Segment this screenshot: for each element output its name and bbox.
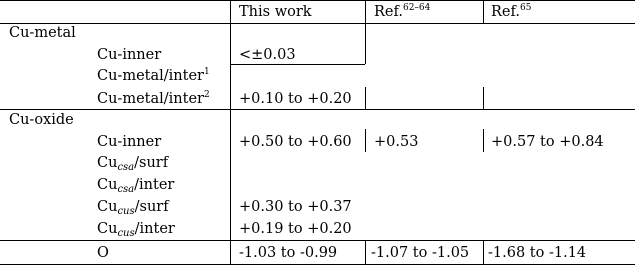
row-this-work: +0.10 to +0.20	[239, 91, 352, 107]
col-line-3e	[483, 240, 484, 265]
row-site: Cu-metal/inter$^2$	[97, 90, 210, 107]
col-line-2e	[365, 240, 366, 265]
row-this-work: +0.19 to +0.20	[239, 221, 352, 237]
row-site: O	[97, 245, 109, 261]
row-site: $Cu_{csa}$/surf	[97, 155, 169, 173]
rule-bottom	[0, 264, 635, 265]
col-line-2d	[365, 129, 366, 152]
col-line-3c	[483, 87, 484, 109]
row-ref-a: +0.53	[374, 134, 419, 150]
row-this-work: <±0.03	[239, 47, 296, 63]
rule-top	[0, 0, 635, 1]
row-this-work: +0.30 to +0.37	[239, 199, 352, 215]
row-site: $Cu_{cus}$/surf	[97, 199, 169, 217]
row-this-work: -1.03 to -0.99	[239, 245, 338, 261]
rule-header	[0, 23, 635, 24]
col-line-3d	[483, 129, 484, 152]
row-ref-a: -1.07 to -1.05	[371, 245, 470, 261]
row-site: Cu-metal/inter$^1$	[97, 67, 210, 84]
col-line-2	[365, 0, 366, 23]
row-ref-b: +0.57 to +0.84	[491, 134, 604, 150]
header-ref-b: Ref.$^{65}$	[491, 3, 532, 20]
rule-before-o	[0, 240, 635, 241]
rule-cu-inner-metal	[230, 64, 365, 65]
row-site: $Cu_{cus}$/inter	[97, 221, 175, 239]
row-site: Cu-inner	[97, 47, 162, 63]
row-site: Cu-inner	[97, 134, 162, 150]
col-line-2b	[365, 23, 366, 64]
row-ref-b: -1.68 to -1.14	[488, 245, 587, 261]
col-line-1	[230, 0, 231, 265]
header-this-work: This work	[239, 4, 312, 20]
group-label-cu-metal: Cu-metal	[9, 25, 76, 41]
group-label-cu-oxide: Cu-oxide	[9, 112, 74, 128]
row-this-work: +0.50 to +0.60	[239, 134, 352, 150]
col-line-2c	[365, 87, 366, 109]
rule-cu-metal-end	[0, 109, 635, 110]
col-line-3	[483, 0, 484, 23]
row-site: $Cu_{csa}$/inter	[97, 177, 175, 195]
header-ref-a: Ref.$^{62-64}$	[374, 3, 431, 20]
